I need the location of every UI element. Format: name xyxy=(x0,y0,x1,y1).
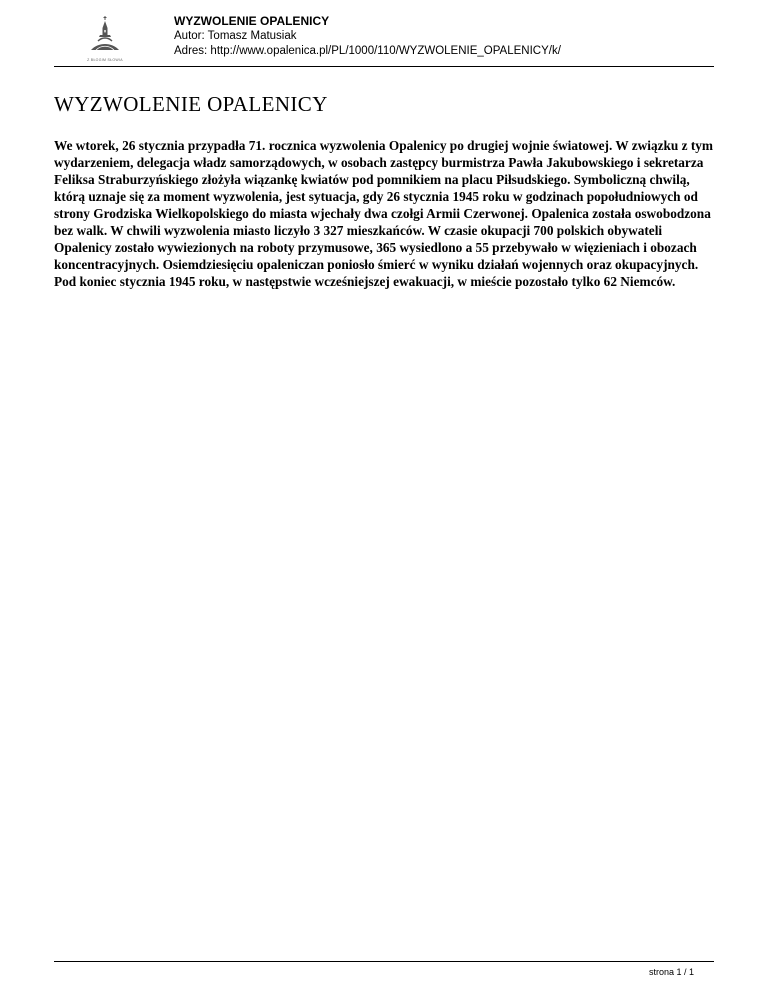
logo-caption: Z BŁOGIM SŁOWIA xyxy=(87,58,123,62)
town-crest-logo-icon xyxy=(74,14,136,58)
header-divider xyxy=(54,66,714,67)
article-body: We wtorek, 26 stycznia przypadła 71. rocznica wyzwolenia Opalenicy po drugiej wojnie światowej. W związku z tym wydarzeniem, delegacja władz samorządowych, w osobach zastępcy burmistrza Pawła Jakubowskiego i sekretarza Feliksa Straburzyńskiego złożyła wiązankę kwiatów pod pomnikiem na placu Piłsudskiego. Symboliczną chwilą, którą uznaje się za moment wyzwolenia, jest sytuacja, gdy 26 stycznia 1945 roku w godzinach popołudniowych od strony Grodziska Wielkopolskiego do miasta wjechały dwa czołgi Armii Czerwonej. Opalenica została oswobodzona bez walk. W chwili wyzwolenia miasto liczyło 3 327 mieszkańców. W czasie okupacji 700 polskich obywateli Opalenicy zostało wywiezionych na roboty przymusowe, 365 wysiedlono a 55 przebywało w więzieniach i obozach koncentracyjnych. Osiemdziesięciu opaleniczan poniosło śmierć w wyniku działań wojennych oraz okupacyjnych. Pod koniec stycznia 1945 roku, w następstwie wcześniejszej ewakuacji, w mieście pozostało tylko 62 Niemców. xyxy=(54,138,714,289)
page-header xyxy=(54,10,714,66)
article-title: WYZWOLENIE OPALENICY xyxy=(54,92,328,116)
page-number: strona 1 / 1 xyxy=(648,967,694,977)
footer-divider xyxy=(54,961,714,962)
header-author: Autor: Tomasz Matusiak xyxy=(174,30,297,42)
header-title: WYZWOLENIE OPALENICY xyxy=(174,14,330,28)
logo xyxy=(74,14,136,66)
header-text xyxy=(174,14,561,59)
header-address: Adres: http://www.opalenica.pl/PL/1000/110/WYZWOLENIE_OPALENICY/k/ xyxy=(174,45,561,57)
